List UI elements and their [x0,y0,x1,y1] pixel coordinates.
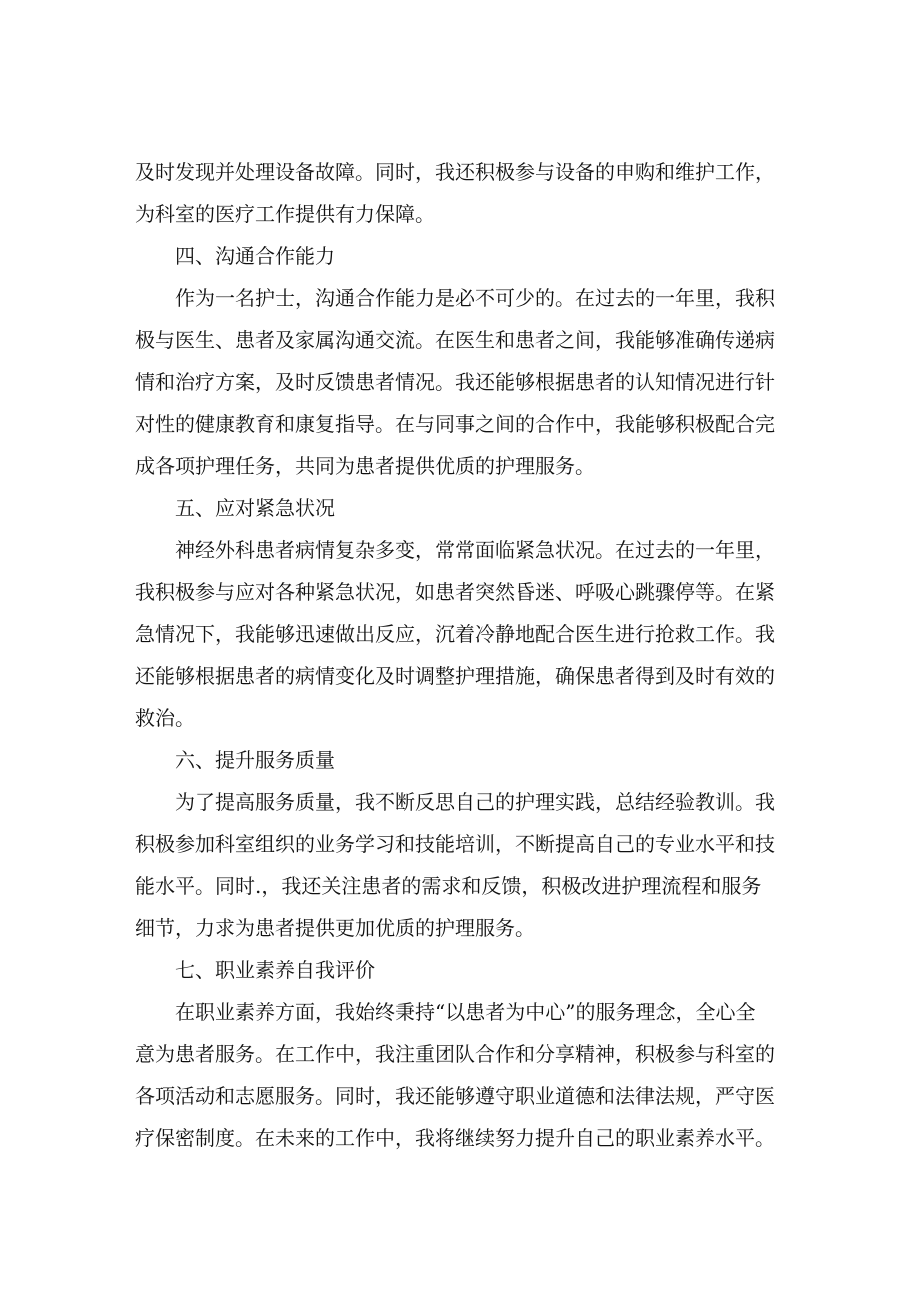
section-heading: 四、沟通合作能力 [175,244,335,268]
paragraph-line: 为科室的医疗工作提供有力保障。 [135,202,435,226]
paragraph-line: 情和治疗方案，及时反馈患者情况。我还能够根据患者的认知情况进行针 [135,370,775,394]
section-heading: 六、提升服务质量 [175,748,335,772]
paragraph-line: 成各项护理任务，共同为患者提供优质的护理服务。 [135,454,595,478]
section-heading: 七、职业素养自我评价 [175,958,375,982]
paragraph-line: 能水平。同时.，我还关注患者的需求和反馈，积极改进护理流程和服务 [135,874,762,898]
paragraph-line: 作为一名护士，沟通合作能力是必不可少的。在过去的一年里，我积 [175,286,775,310]
paragraph-line: 还能够根据患者的病情变化及时调整护理措施，确保患者得到及时有效的 [135,664,775,688]
paragraph-line: 对性的健康教育和康复指导。在与同事之间的合作中，我能够积极配合完 [135,412,775,436]
section-heading: 五、应对紧急状况 [175,496,335,520]
paragraph-line: 我积极参与应对各种紧急状况，如患者突然昏迷、呼吸心跳骤停等。在紧 [135,580,775,604]
paragraph-line: 各项活动和志愿服务。同时，我还能够遵守职业道德和法律法规，严守医 [135,1084,775,1108]
paragraph-line: 疗保密制度。在未来的工作中，我将继续努力提升自己的职业素养水平。 [135,1126,775,1150]
paragraph-line: 救治。 [135,706,195,730]
paragraph-line: 积极参加科室组织的业务学习和技能培训，不断提高自己的专业水平和技 [135,832,775,856]
paragraph-line: 意为患者服务。在工作中，我注重团队合作和分享精神，积极参与科室的 [135,1042,775,1066]
paragraph-line: 及时发现并处理设备故障。同时，我还积极参与设备的申购和维护工作， [135,160,775,184]
paragraph-line: 在职业素养方面，我始终秉持“以患者为中心”的服务理念，全心全 [175,1000,756,1024]
paragraph-line: 急情况下，我能够迅速做出反应，沉着冷静地配合医生进行抢救工作。我 [135,622,775,646]
paragraph-line: 为了提高服务质量，我不断反思自己的护理实践，总结经验教训。我 [175,790,775,814]
paragraph-line: 细节，力求为患者提供更加优质的护理服务。 [135,916,535,940]
paragraph-line: 极与医生、患者及家属沟通交流。在医生和患者之间，我能够准确传递病 [135,328,775,352]
paragraph-line: 神经外科患者病情复杂多变，常常面临紧急状况。在过去的一年里， [175,538,775,562]
